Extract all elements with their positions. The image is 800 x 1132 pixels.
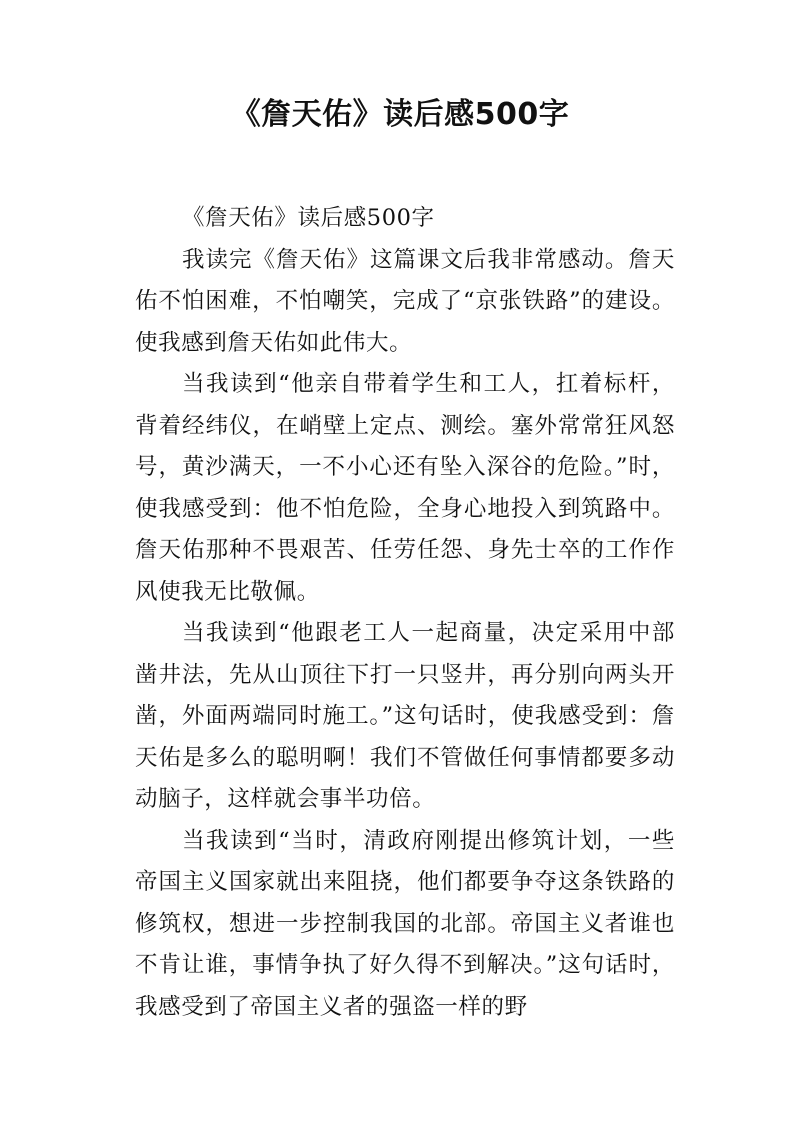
paragraph: 当我读到“他亲自带着学生和工人，扛着标杆，背着经纬仪，在峭壁上定点、测绘。塞外常常狂风怒号，黄沙满天，一不小心还有坠入深谷的危险。”时，使我感受到：他不怕危险，全身心地投入到筑路中。詹天佑那种不畏艰苦、任劳任怨、身先士卒的工作作风使我无比敬佩。	[135, 371, 675, 605]
paragraph: 当我读到“当时，清政府刚提出修筑计划，一些帝国主义国家就出来阻挠，他们都要争夺这条铁路的修筑权，想进一步控制我国的北部。帝国主义者谁也不肯让谁，事情争执了好久得不到解决。”这句话时，我感受到了帝国主义者的强盗一样的野	[135, 827, 675, 1020]
paragraph-subtitle: 《詹天佑》读后感500字	[182, 205, 435, 231]
paragraph: 当我读到“他跟老工人一起商量，决定采用中部凿井法，先从山顶往下打一只竖井，再分别向两头开凿，外面两端同时施工。”这句话时，使我感受到：詹天佑是多么的聪明啊！我们不管做任何事情都要多动动脑子，这样就会事半功倍。	[135, 620, 675, 812]
document-body	[135, 198, 675, 1028]
document-title: 《詹天佑》读后感500字	[230, 97, 570, 132]
paragraph: 我读完《詹天佑》这篇课文后我非常感动。詹天佑不怕困难，不怕嘲笑，完成了“京张铁路”的建设。使我感到詹天佑如此伟大。	[135, 246, 675, 356]
